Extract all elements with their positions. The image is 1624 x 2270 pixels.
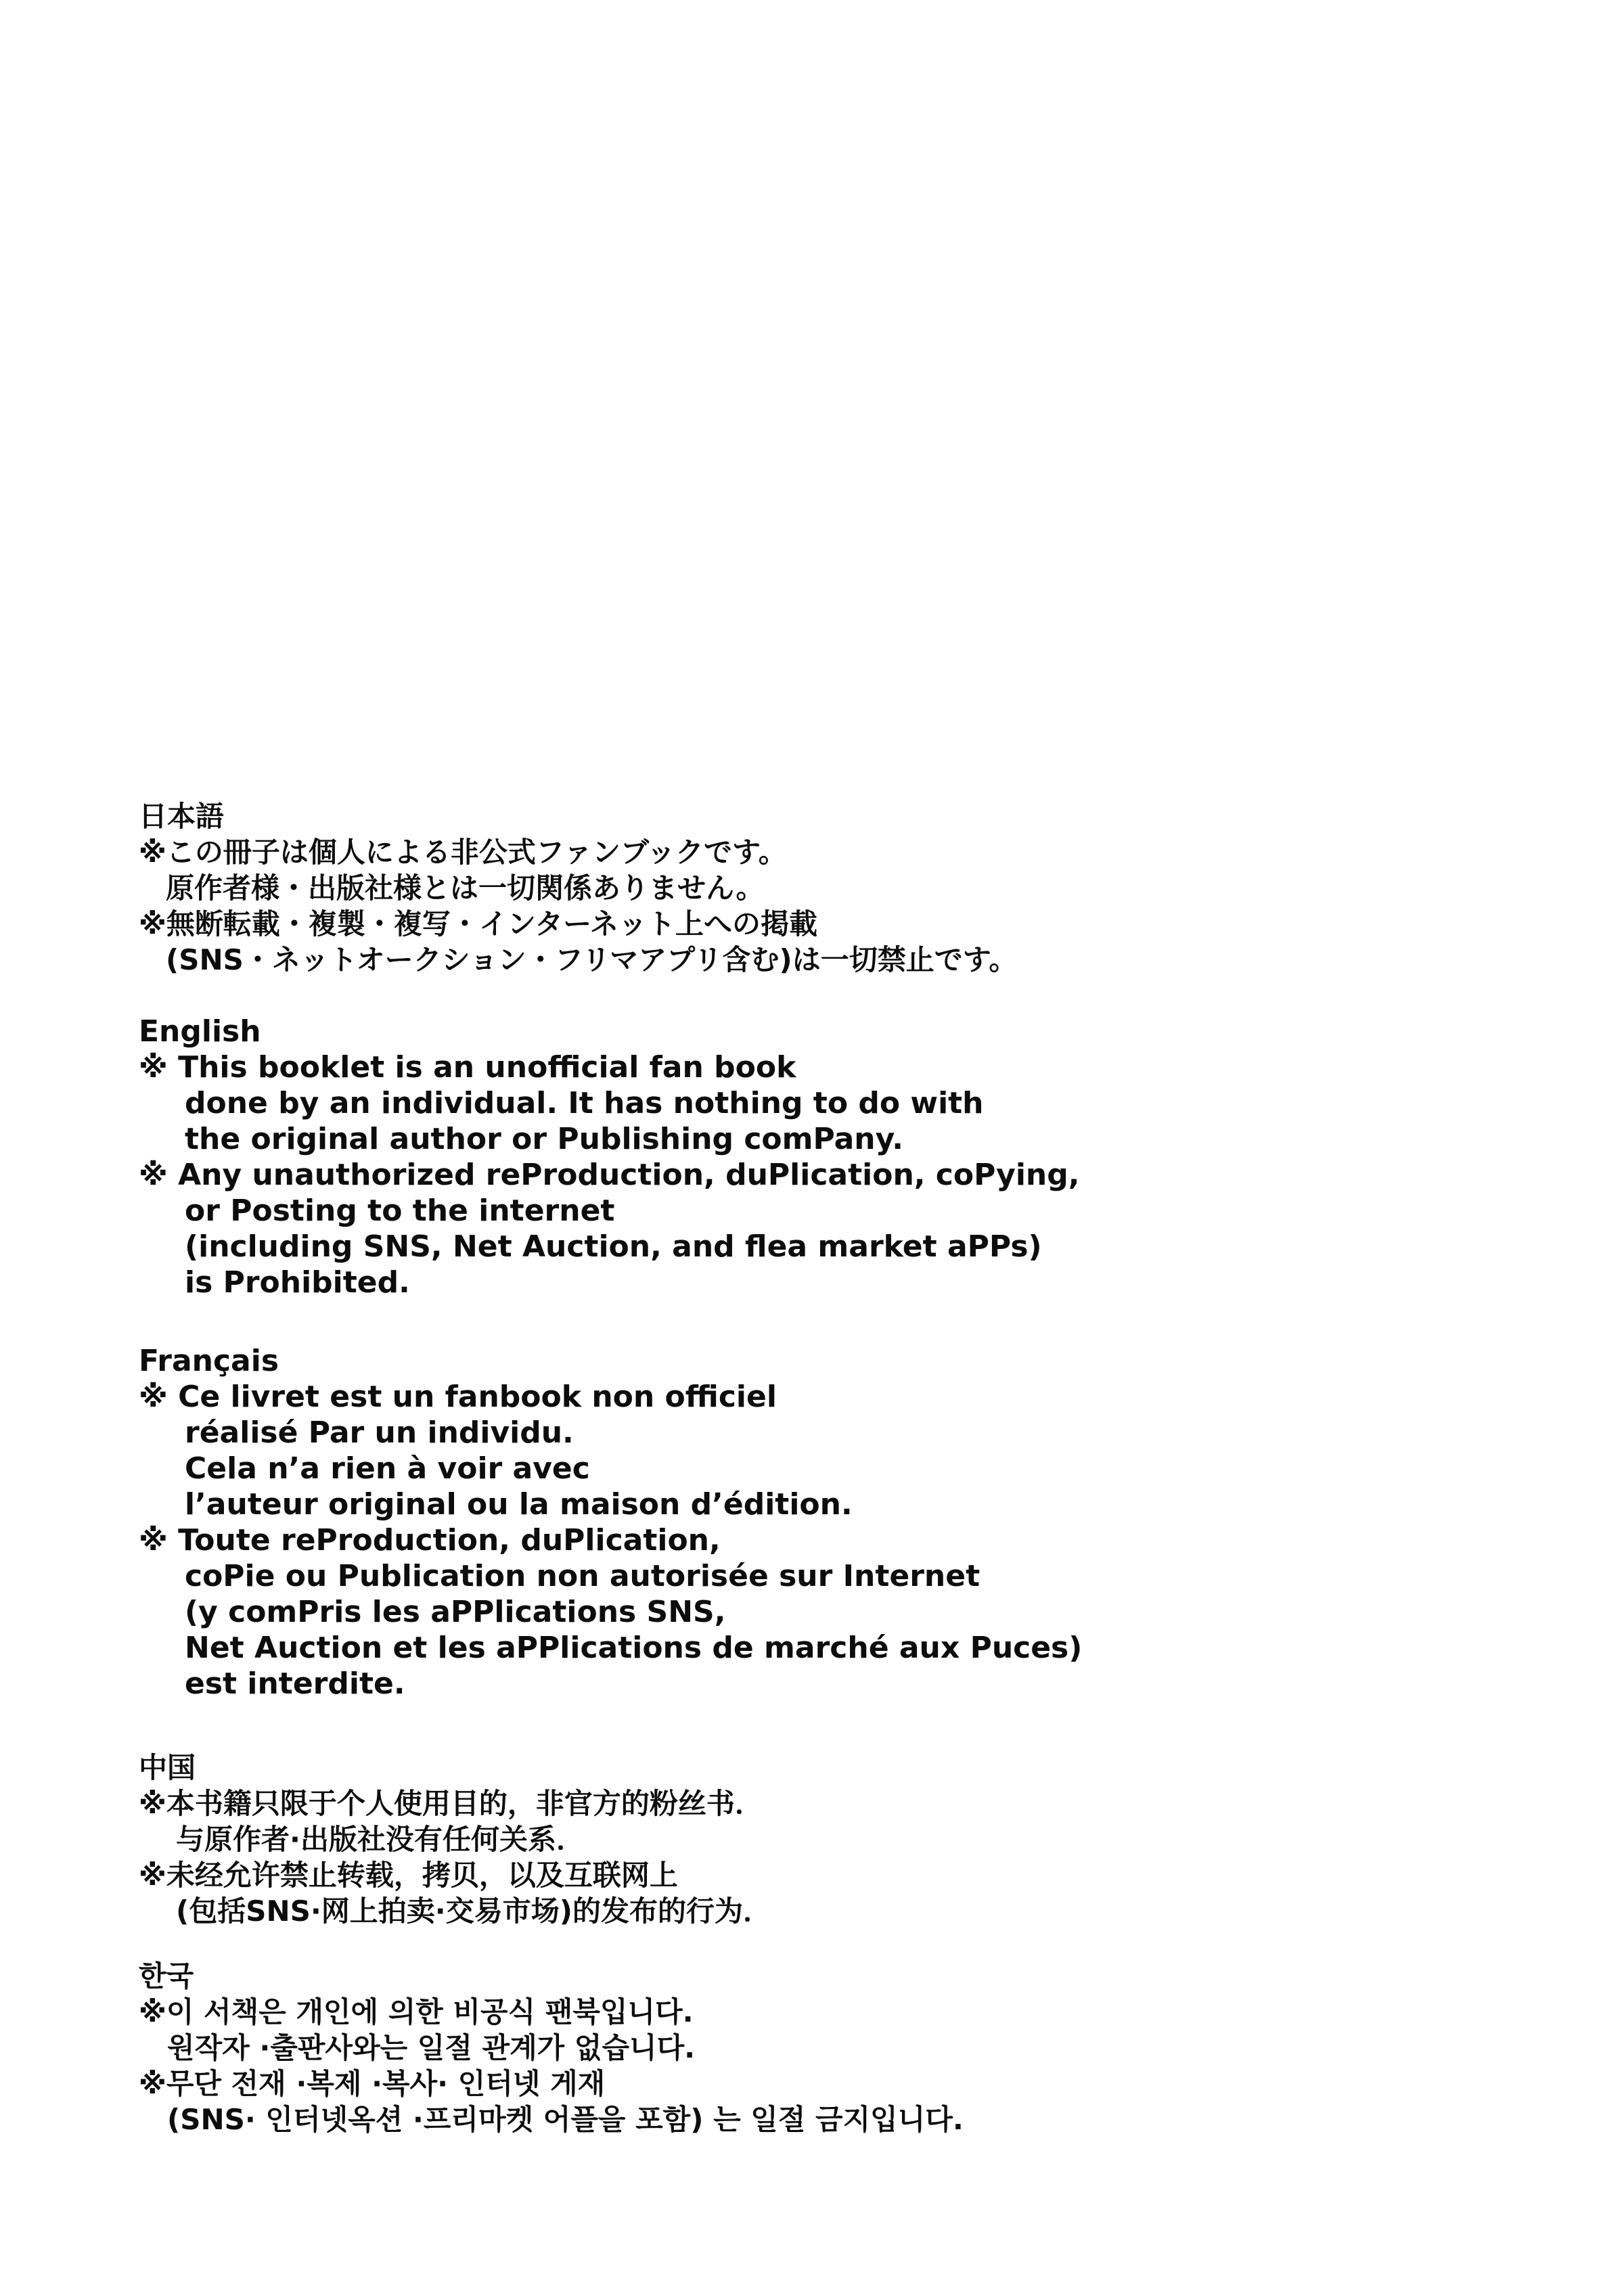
section-heading-korean: 한국 — [139, 1959, 194, 1993]
disclaimer-line: l’auteur original ou la maison d’édition. — [185, 1487, 853, 1522]
disclaimer-line: 与原作者·出版社没有任何关系． — [176, 1823, 585, 1856]
disclaimer-line: done by an individual. It has nothing to do with — [185, 1086, 984, 1120]
section-korean — [139, 1958, 964, 2137]
disclaimer-line: (SNS・ネットオークション・フリマアプリ含む)は一切禁止です。 — [166, 943, 1018, 976]
disclaimer-line: ※無断転載・複製・複写・インターネット上への掲載 — [139, 907, 818, 940]
section-french — [139, 1343, 1082, 1702]
disclaimer-line: ※ Toute reProduction, duPlication, — [139, 1523, 721, 1558]
disclaimer-line: ※ This booklet is an unofficial fan book — [139, 1050, 796, 1085]
disclaimer-line: 원작자 ·출판사와는 일절 관계가 없습니다. — [167, 2031, 696, 2064]
disclaimer-line: est interdite. — [185, 1666, 405, 1701]
section-heading-japanese: 日本語 — [139, 800, 225, 833]
disclaimer-line: or Posting to the internet — [185, 1194, 615, 1228]
section-japanese — [139, 798, 1017, 978]
disclaimer-line: Cela n’a rien à voir avec — [185, 1451, 590, 1486]
disclaimer-line: ※未经允许禁止转载，拷贝，以及互联网上 — [139, 1859, 678, 1892]
disclaimer-line: the original author or Publishing comPany. — [185, 1122, 903, 1156]
disclaimer-line: ※この冊子は個人による非公式ファンブックです。 — [139, 836, 787, 869]
disclaimer-line: is Prohibited. — [185, 1265, 410, 1300]
disclaimer-line: ※무단 전재 ·복제 ·복사· 인터넷 게재 — [139, 2067, 606, 2100]
disclaimer-line: ※이 서책은 개인에 의한 비공식 팬북입니다. — [139, 1995, 694, 2028]
disclaimer-line: (y comPris les aPPlications SNS, — [185, 1595, 726, 1629]
disclaimer-line: (包括SNS·网上拍卖·交易市场)的发布的行为． — [176, 1894, 771, 1928]
section-chinese — [139, 1750, 771, 1929]
disclaimer-line: 原作者様・出版社様とは一切関係ありません。 — [166, 871, 765, 905]
section-heading-french: Français — [139, 1344, 279, 1378]
disclaimer-line: (SNS· 인터넷옥션 ·프리마켓 어플을 포함) 는 일절 금지입니다. — [167, 2103, 964, 2136]
disclaimer-line: ※ Any unauthorized reProduction, duPlication, coPying, — [139, 1158, 1080, 1192]
disclaimer-line: ※本书籍只限于个人使用目的，非官方的粉丝书． — [139, 1787, 763, 1820]
disclaimer-line: ※ Ce livret est un fanbook non officiel — [139, 1380, 777, 1414]
section-english — [139, 1014, 1079, 1300]
disclaimer-line: (including SNS, Net Auction, and flea market aPPs) — [185, 1229, 1042, 1264]
section-heading-chinese: 中国 — [139, 1751, 196, 1784]
disclaimer-line: Net Auction et les aPPlications de marché aux Puces) — [185, 1631, 1083, 1665]
disclaimer-line: coPie ou Publication non autorisée sur Internet — [185, 1559, 980, 1593]
disclaimer-line: réalisé Par un individu. — [185, 1415, 574, 1450]
section-heading-english: English — [139, 1014, 261, 1049]
